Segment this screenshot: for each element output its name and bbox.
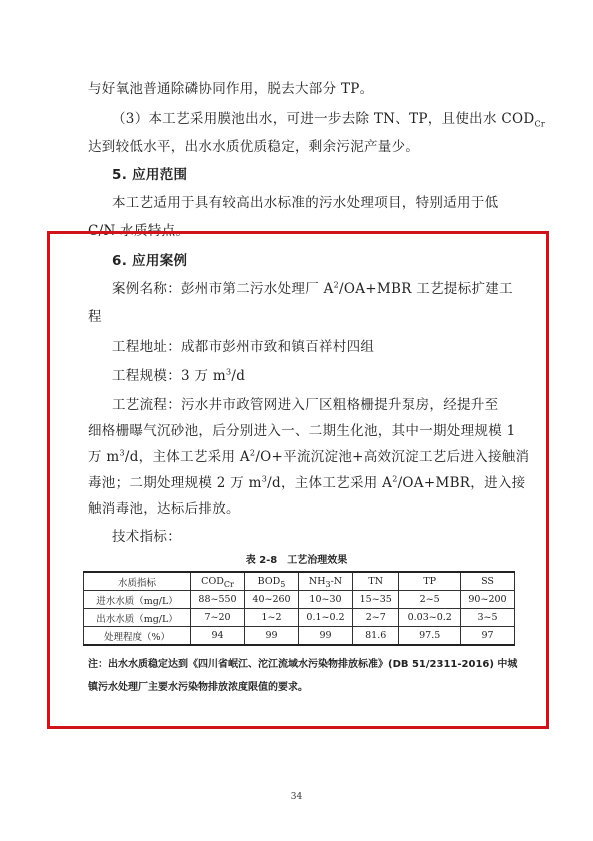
table-cell: 99 [299, 627, 353, 646]
table-cell: 0.1~0.2 [299, 609, 353, 627]
table-cell: 40~260 [245, 591, 299, 609]
table-row [84, 591, 515, 609]
process-flow-line-2: 细格栅曝气沉砂池，后分别进入一、二期生化池，其中一期处理规模 1 [88, 423, 516, 439]
header-tn: TN [353, 572, 399, 591]
table-note-line-1: 注：出水水质稳定达到《四川省岷江、沱江流域水污染物排放标准》(DB 51/2311-2016) 中城 [88, 659, 518, 670]
project-scale: 工程规模：3 万 $m^3/d$ [112, 367, 246, 384]
table-cell: 2~7 [353, 609, 399, 627]
process-flow-line-1: 工艺流程：污水井市政管网进入厂区粗格栅提升泵房，经提升至 [112, 397, 499, 413]
project-address: 工程地址：成都市彭州市致和镇百祥村四组 [112, 339, 375, 355]
table-cell: 3~5 [460, 609, 514, 627]
table-cell: 97.5 [399, 627, 461, 646]
table-row [84, 627, 515, 646]
table-caption: 表 2-8 工艺治理效果 [245, 555, 348, 566]
table-cell: 处理程度（%） [84, 627, 191, 646]
table-cell: 2~5 [399, 591, 461, 609]
paragraph-continuation: 与好氧池普通除磷协同作用，脱去大部分 TP。 [88, 81, 374, 97]
header-bod5: $BOD_5$ [245, 572, 299, 591]
table-row [84, 609, 515, 627]
section-5-line-2: C/N 水质特点。 [88, 223, 190, 239]
table-cell: 90~200 [460, 591, 514, 609]
header-indicator: 水质指标 [84, 572, 191, 591]
table-cell: 94 [191, 627, 245, 646]
paragraph-3-line-2: 达到较低水平，出水水质优质稳定，剩余污泥产量少。 [88, 139, 420, 155]
table-header-row [84, 572, 515, 591]
table-cell: 99 [245, 627, 299, 646]
table-cell: 进水水质（mg/L） [84, 591, 191, 609]
process-flow-line-5: 触消毒池，达标后排放。 [88, 501, 240, 517]
table-cell: 0.03~0.2 [399, 609, 461, 627]
header-ss: SS [460, 572, 514, 591]
table-cell: 15~35 [353, 591, 399, 609]
process-flow-line-3: 万 $m^3/d$，主体工艺采用 $A^2/O+$平流沉淀池+高效沉淀工艺后进入接触消 [88, 448, 530, 465]
section-5-title: 5. 应用范围 [112, 167, 188, 183]
table-cell: 出水水质（mg/L） [84, 609, 191, 627]
case-name-line-2: 程 [88, 309, 102, 325]
header-nh3n: $NH_3-N$ [299, 572, 353, 591]
treatment-effect-table [83, 571, 515, 646]
paragraph-3-line-1: （3）本工艺采用膜池出水，可进一步去除 TN、TP，且使出水 $COD_{Cr}$ [112, 111, 546, 129]
section-5-line-1: 本工艺适用于具有较高出水标准的污水处理项目，特别适用于低 [112, 195, 499, 211]
process-flow-line-4: 毒池；二期处理规模 2 万 $m^3/d$，主体工艺采用 $A^2/OA+MBR$，进入接 [88, 474, 526, 491]
section-6-title: 6. 应用案例 [112, 253, 188, 269]
header-codcr: $COD_{Cr}$ [191, 572, 245, 591]
table-cell: 10~30 [299, 591, 353, 609]
table-note-line-2: 镇污水处理厂主要水污染物排放浓度限值的要求。 [88, 682, 308, 693]
page-number: 34 [290, 792, 303, 802]
header-tp: TP [399, 572, 461, 591]
table-cell: 88~550 [191, 591, 245, 609]
case-name-line-1: 案例名称：彭州市第二污水处理厂 $A^2/OA+MBR$ 工艺提标扩建工 [112, 280, 513, 297]
technical-indicators-label: 技术指标： [112, 529, 181, 545]
table-cell: 1~2 [245, 609, 299, 627]
table-cell: 97 [460, 627, 514, 646]
table-cell: 81.6 [353, 627, 399, 646]
table-cell: 7~20 [191, 609, 245, 627]
